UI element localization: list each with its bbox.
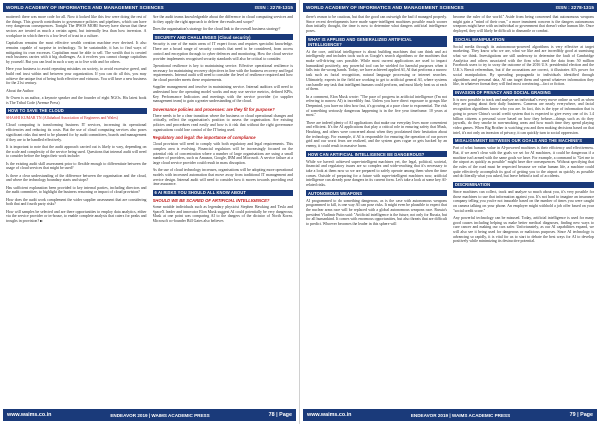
paragraph: Operational resilience is key to maintaining service. Effective operational resilience is necessary for maintaining recovery objectives in line with the business recovery and legal requirements. Internal audit will need to consider the level of resilience required and how the cloud provider meets these requirements. (152, 63, 293, 82)
paragraph: Are the audit teams knowledgeable about the difference in cloud computing services and do they apply the right approach to deliver the results and scope? (152, 15, 293, 24)
paragraph: Cloud provision will need to comply with both regulatory and legal requirements. This complex area is evolving. Financial regulators will be increasingly focused on the potential risk of concentration where a number of large organisations are using a small number of providers, such as Amazon, Google, IBM and Microsoft. A service failure at a large cloud service provider could result in mass disruption. (152, 142, 293, 165)
publisher-label: ENDEAVOR 2019 | WAIMS ACADEMIC PRESS (110, 412, 210, 418)
text-column (453, 15, 594, 409)
paragraph: Is there a clear understanding of the difference between the organisation and the cloud, and where the technology boundary starts and stops? (6, 173, 147, 183)
section-heading: SOCIAL MANIPULATION (453, 36, 594, 42)
publisher-label: ENDEAVOR 2019 | WAIMS ACADEMIC PRESS (410, 412, 511, 418)
paragraph: How will samples be selected and are there opportunities to employ data analytics, either via the service provider or in-house, to enable complete analysis that caters for peaks and troughs in provision? (6, 209, 147, 223)
paragraph: Here your business to avoid repeating mistakes on society, to avoid excessive greed, and build real trust within and between your organization. If you can do all this, you may achieve the unique feat of being both effective and virtuous. You will have a new business for the 21st century. (6, 67, 147, 86)
section-heading: HOW CAN ARTIFICIAL INTELLIGENCE BE DANGEROUS? (306, 151, 447, 157)
paragraph: Since machines can collect, track and analyze so much about you, it's very possible for those machines to use that information against you. It's not hard to imagine an insurance company telling you you're not insurable based on the number of times you were caught on camera talking on your phone. An employer might withhold a job offer based on your "social credit score." (453, 189, 594, 213)
author-line: SHASHI KUMAR TN (Allahabad Association of Engineers and Wales) (6, 116, 118, 121)
paragraph: Has sufficient explanation been provided to key internal parties, including directors and the audit committee, to highlight the business reasoning or impact of cloud provision? (6, 185, 147, 195)
paragraph: Cloud computing is transforming business IT services, increasing its operational efficiencies and reducing its costs. But the use of cloud computing services also poses significant risks that need to be planned for by audit committees, boards and management if they are to be handled effectively. (6, 123, 147, 142)
website-link[interactable]: www.waims.co.in (7, 412, 52, 418)
website-link[interactable]: www.waims.co.in (307, 412, 352, 418)
page-footer (3, 409, 296, 421)
text-columns (300, 12, 600, 409)
text-columns (0, 12, 299, 409)
journal-page (300, 0, 600, 424)
paragraph: become the ruler of the world." Aside from being concerned that autonomous weapons might gain a "mind of their own," a more imminent concern is the dangers autonomous weapons might have with an individual or government that doesn't value human life. Once deployed, they will likely be difficult to dismantle or combat. (453, 15, 594, 34)
section-heading: DISCRIMINATION (453, 182, 594, 188)
paragraph: Sr Owen is an author, a keynote speaker and the founder of eight NGOs. His latest book is The Tribal Code (Avenue Press) (6, 95, 147, 105)
paragraph: Social media through its autonomous-powered algorithms is very effective at target marketing. They know who we are, what we like and are incredibly good at surmising what we think. Investigations are still underway to determine the fault of Cambridge Analytica and others associated with the firm who used the data from 50 million Facebook users to try to sway the outcome of the 2016 U.S. presidential election and the U.K.'s Brexit referendum, but if the accusations are correct, it illustrates AI's power for social manipulation. By spreading propaganda to individuals identified through algorithms and personal data, AI can target them and spread whatever information they like, in whatever format they will find most convincing—fact or fiction. (453, 44, 594, 87)
section-heading: INVASION OF PRIVACY AND SOCIAL GRADING (453, 90, 594, 96)
section-heading: 6 AI RISKS YOU SHOULD ALL KNOW ABOUT (153, 190, 294, 196)
section-heading: WHAT IS APPLIED AND GENERALIZED ARTIFICIAL INTELLIGENCE? (306, 36, 447, 47)
text-column (6, 15, 147, 409)
paragraph: Any powerful technology can be misused. Today, artificial intelligence is used for many good causes including helping us make better medical diagnoses, finding new ways to cure cancer and making our cars safer. Unfortunately, as our AI capabilities expand, we will also see it being used for dangerous or malicious purposes. Since AI technology is advancing so rapidly, it is vital for us to start to debate the best ways for AI to develop positively while minimizing its destructive potential. (453, 215, 594, 244)
paragraph: There needs to be a clear transition where the business or cloud operational changes and critically, reflect the organisation's position to assess the organisation. Are existing policies and procedures read easily and how is it risk that without the right governance organisations could lose control of the IT being used. (152, 113, 293, 132)
paragraph: Supplier management and involve in maintaining service. Internal auditors will need to understand how the operating model works and may use service metrics, defined KPIs, Key Performance Indicators and meetings with the service provider (or supplier management team) to gain a greater understanding of the cloud. (152, 85, 293, 104)
subsection-heading: Governance policies and processes: are they fit for purpose? (152, 106, 275, 112)
paragraph: there's reason to be cautious, but that the good can outweigh the bad if managed properly. Since recent developments have made super-intelligent machines possible much sooner than initially thought, the time is now to determine what dangers artificial intelligence poses. (306, 15, 447, 34)
paragraph: Is the existing audit skill assessment prior to flexible enough to differentiate between the usage of cloud services that might be used? (6, 161, 147, 171)
paragraph: About the Author: (6, 88, 35, 93)
page-header (3, 3, 296, 12)
section-heading: SECURITY AND CHALLENGES (Cloud security) (153, 34, 294, 40)
page-number: 78 | Page (268, 412, 292, 418)
paragraph: There are indeed plenty of AI applications that make our everyday lives more convenient and efficient. It's the AI applications that play a critical role in ensuring safety that Musk, Hawking, and others were concerned about when they proclaimed their hesitation about the technology. For example, if AI is responsible for ensuring the operation of our power grid and our worst fears are realized, and the system goes rogue or gets hacked by an enemy, it could result in massive harm. (306, 120, 447, 149)
continue-arrow-icon (40, 220, 43, 222)
paragraph: It is now possible to track and analyze an individual's every move online as well as when they are going about their daily business. Cameras are nearly everywhere, and facial recognition algorithms know who you are. In fact, this is the type of information that is going to power China's social credit system that is expected to give every one of its 1.4 billion citizens a personal score based on how they behave—things such as do they jaywalk, do they smoke in non-smoking areas and how much time they spend playing video games. When Big Brother is watching you and then making decisions based on that intel, it's not only an invasion of privacy, it can quickly turn to social oppression. (453, 97, 594, 135)
page-header (303, 3, 597, 12)
subsection-heading: SHOULD WE BE SCARED OF ARTIFICIAL INTELLIGENCE? (152, 197, 270, 203)
page-footer (303, 409, 597, 421)
section-heading: MISALIGNMENT BETWEEN OUR GOALS AND THE MACHINE'S (453, 138, 594, 144)
paragraph: AI programmed to do something dangerous, as is the case with autonomous weapons programmed to kill, is one way AI can pose risks. It might even be plausible to expect that the nuclear arms race will be replaced with a global autonomous weapons race. Russia's president Vladimir Putin said: "Artificial intelligence is the future, not only for Russia, but for all humankind. It comes with enormous opportunities, but also threats that are difficult to predict. Whoever becomes the leader in this sphere will (306, 198, 447, 227)
paragraph: Part of what humans value in AI-powered machines is their efficiency and effectiveness. But, if we aren't clear with the goals we set for AI machines, it could be dangerous if a machine isn't armed with the same goals we have. For example, a command to "Get me to the airport as quickly as possible" might have dire consequences. Without specifying that the rules of the road must be respected because we value human life, a machine could quite effectively accomplish its goal of getting you to the airport as quickly as possible and do literally what you asked, but leave behind a trail of accidents. (453, 146, 594, 179)
journal-title: WORLD ACADEMY OF INFORMATICS AND MANAGEMENT SCIENCES (306, 5, 464, 10)
paragraph: How does the audit work complement the wider supplier assessment that are considering both that and fourth party risks? (6, 197, 147, 207)
journal-title: WORLD ACADEMY OF INFORMATICS AND MANAGEMENT SCIENCES (6, 5, 164, 10)
paragraph: Security is one of the main areas of IT expert focus and requires specialist knowledge. There are a broad range of security controls that need to be considered, from access control and encryption through to cyber defences and monitoring. How the cloud service provider implements recognised security standards will also be critical to consider. (152, 42, 293, 61)
paragraph: As the use of cloud technology increases, organisations will be adopting more operational models with increased automation that move away from traditional IT management and service design. Internal audit will need to consider how it moves towards providing real time assurance. (152, 168, 293, 187)
paragraph: Some notable individuals such as legendary physicist Stephen Hawking and Tesla and SpaceX leader and innovator Elon Musk suggest AI could potentially be very dangerous; Musk at one point was comparing AI to the dangers of the dictator of North Korea. Microsoft co-founder Bill Gates also believes (152, 204, 293, 223)
paragraph: It is important to note that the audit approach carried out is likely to vary, depending on the scale and complexity of the service being used. Questions that internal audit will need to consider before the begin their work include: (6, 144, 147, 159)
text-column (306, 15, 447, 409)
paragraph: Capitalism remains the most effective wealth creation machine ever devised. It also remains capable of surprise in technology. To be sustainable, it has to find ways of mitigating its own excesses. Capitalism must be able to sell. The wealth that is created each business carries with it big challenges. As it evolves you cannot change capitalism by yourself. But you can lead in such a way as to live with and for others. (6, 41, 147, 64)
text-column (153, 15, 294, 409)
section-heading: AUTONOMOUS WEAPONS (306, 190, 447, 196)
paragraph: At the core, artificial intelligence is about building machines that can think and act intelligently and includes tools such as Google's search algorithms or the machines that make self-driving cars possible. While most current applications are used to impact humankind positively, any powerful tool can be wielded for harmful purposes when it falls into the wrong hands. Today, we have achieved applied AI, AI that performs a narrow task such as facial recognition, natural language processing or internet searches. Ultimately, experts in the field are working to get to artificial general AI, where systems can handle any task that intelligent humans could perform, and most likely beat us at each of them. (306, 49, 447, 92)
paragraph: mattered: there was more code for all. Now it looked like this few were doing the rest of the things. This growth contributes to governance policies and pipelines, which can have very dangerous consequences. Tonight The IPSOS MORI Survey have shown that these sectors are treated as much a certain agent, but internally less than how inversion. A workplace in which there is a low level of trust in a culture. (6, 15, 147, 38)
paragraph: In a comment, Elon Musk wrote: "The pace of progress in artificial intelligence (I'm not referring to narrow AI) is incredibly fast. Unless you have direct exposure to groups like Deepmind, you have no idea how fast, it's growing at a pace close to exponential. The risk of something seriously dangerous happening is in the five year timeframe. 10 years at most." (306, 94, 447, 118)
page-number: 79 | Page (569, 412, 593, 418)
section-heading: HOW TO SAVE THE CLOUD (6, 108, 147, 114)
issn-label: ISSN : 2278-1315 (555, 5, 594, 10)
subsection-heading: Regulatory and legal: the importance of compliance (152, 135, 256, 141)
paragraph: Does the organisation's strategy for the cloud link to the overall business strategy? (152, 27, 281, 31)
paragraph: While we haven't achieved super-intelligent machines yet, the legal, political, societal, financial and regulatory issues are so complex and wide-reaching that it's necessary to take a look at them now so we are prepared to safely operate among them when the time comes. Outside of preparing for a future with super-intelligent machines now, artificial intelligence can already pose dangers in its current form. Let's take a look at some key AI-related risks. (306, 159, 447, 188)
issn-label: ISSN : 2278-1315 (254, 5, 293, 10)
